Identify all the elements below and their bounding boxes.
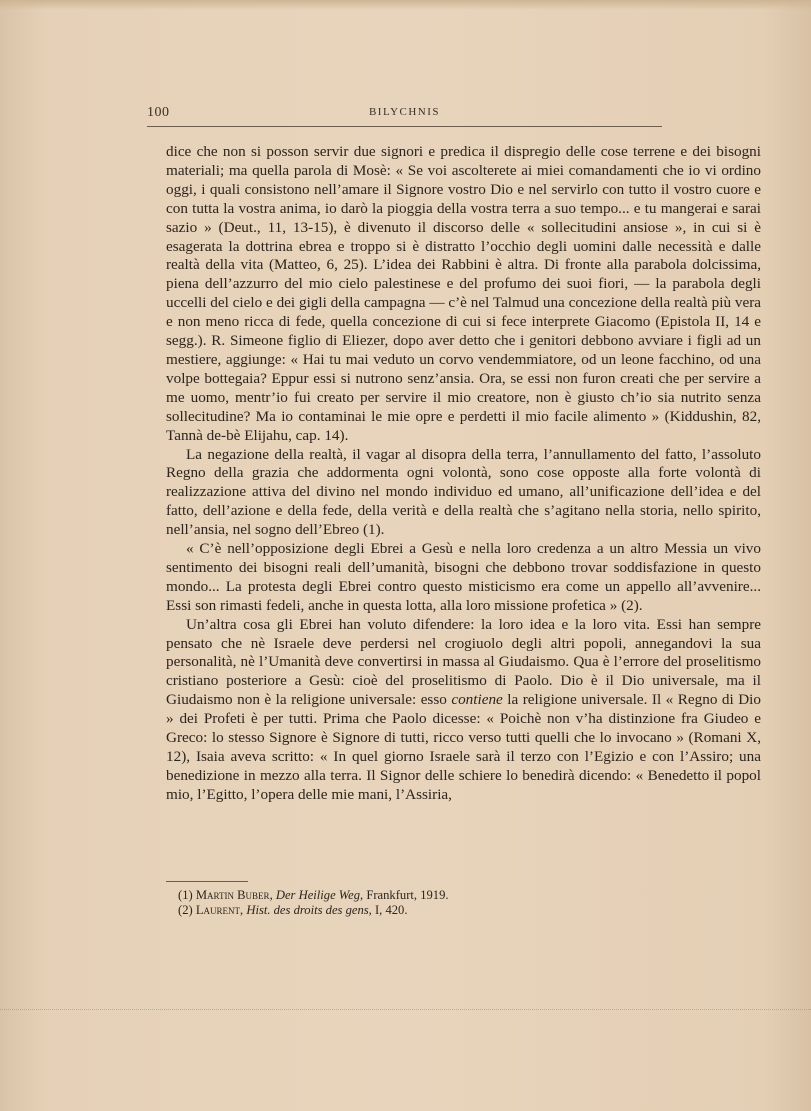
footnote-author: Martin Buber [195,888,270,902]
footnote-details: , Frankfurt, 1919. [360,888,449,902]
footnote-rule [166,881,248,882]
footnote-marker: (1) [178,888,193,902]
paragraph-2: La negazione della realtà, il vagar al disopra della terra, l’annullamento del fatto, l’assoluto Regno della grazia che addormenta ogni volontà, sono cose opposte alla forte volontà di realizzazione attiva del divino nel mondo individuo ed umano, all’unificazione dell’idea e del fatto, dell’azione e della fede, della verità e della realtà che s’agitano nella storia, nello spirito, nell’ansia, nel sogno dell’Ebreo (1). [166,445,761,539]
page-blemish-line [0,1009,811,1011]
footnote-author: Laurent [195,902,241,917]
footnote-2: (2) Laurent, Hist. des droits des gens, I, 420. [178,902,408,917]
header-rule [147,126,662,127]
paragraph-4-part-b: la religione universale. Il « Regno di Dio » dei Profeti è per tutti. Prima che Paolo dicesse: « Poichè non v’ha distinzione fra Giudeo e Greco: lo stesso Signore è Signore di tutti, ricco verso tutti quelli che lo invocano » (Romani X, 12), Isaia aveva scritto: « In quel giorno Israele sarà il terzo con l’Egizio e con l’Assiro; una benedizione in mezzo alla terra. Il Signor delle schiere lo benedirà dicendo: « Benedetto il popol mio, l’Egitto, l’opera delle mie mani, l’Assiria, [166,691,761,803]
page-number: 100 [147,105,170,120]
page-top-edge [0,0,811,10]
running-head: BILYCHNIS [368,106,441,118]
paragraph-4-part-a: Un’altra cosa gli Ebrei han voluto difendere: la loro idea e la loro vita. Essi han sempre pensato che nè Israele deve perdersi nel crogiuolo degli altri popoli, annegandovi la sua personalità, nè l’Umanità deve convertirsi in massa al Giudaismo. Qua è l’errore del proselitismo cristiano posteriore a Gesù: cioè del proselitismo di Paolo. Dio è il Dio universale, ma il Giudaismo non è la religione universale: esso [166,615,761,709]
footnotes [178,888,738,918]
footnote-title: Hist. des droits des gens [246,902,369,917]
footnote-title: Der Heilige Weg [275,888,361,902]
footnote-1: (1) Martin Buber, Der Heilige Weg, Frankfurt, 1919. [178,888,449,902]
emphasis-contiene: contiene [451,691,503,709]
footnote-details: , I, 420. [368,902,408,917]
body-text [166,143,761,805]
page-header [147,103,662,127]
paragraph-1: dice che non si posson servir due signori e predica il dispregio delle cose terrene e dei bisogni materiali; ma quella parola di Mosè: « Se voi ascolterete ai miei comandamenti che io vi ordino oggi, i quali consistono nell’amare il Signore vostro Dio e nel servirlo con tutto il vostro cuore e con tutta la vostra anima, io darò la pioggia della vostra terra a suo tempo... e tu mangerai e sarai sazio » (Deut., 11, 13-15), è divenuto il discorso delle « sollecitudini ansiose », in cui si è esagerata la dottrina ebrea e troppo si è distratto l’occhio degli uomini dalle necessità e dalle realtà della vita (Matteo, 6, 25). L’idea dei Rabbini è altra. Di fronte alla parabola dolcissima, piena dell’azzurro del mio cielo palestinese e del profumo dei suoi fiori, — la parabola degli uccelli del cielo e dei gigli della campagna — c’è nel Talmud una concezione della realtà più vera e non meno ricca di fede, quella concezione di cui si fece interprete Giacomo (Epistola II, 14 e segg.). R. Simeone figlio di Eliezer, dopo aver detto che i genitori debbono avviare i figli ad un mestiere, aggiunge: « Hai tu mai veduto un corvo vendemmiatore, od un leone facchino, od una volpe bottegaia? Eppur essi si nutrono senz’ansia. Ora, se essi non furon creati che per servire a me uomo, mentr’io fui creato per servire il mio creatore, non è giusto ch’io sia nutrito senza sollecitudine? Ma io contaminai le mie opre e perdetti il mio facile alimento » (Kiddushin, 82, Tannà de-bè Elijahu, cap. 14). [166,143,761,444]
paragraph-3: « C’è nell’opposizione degli Ebrei a Gesù e nella loro credenza a un altro Messia un vivo sentimento dei bisogni reali dell’umanità, bisogni che debbono trovar soddisfazione in questo mondo... La protesta degli Ebrei contro questo misticismo era come un appello all’avvenire... Essi son rimasti fedeli, anche in questa lotta, alla loro missione profetica » (2). [166,540,761,614]
footnote-marker: (2) [178,902,193,917]
paragraph-4 [166,616,761,805]
